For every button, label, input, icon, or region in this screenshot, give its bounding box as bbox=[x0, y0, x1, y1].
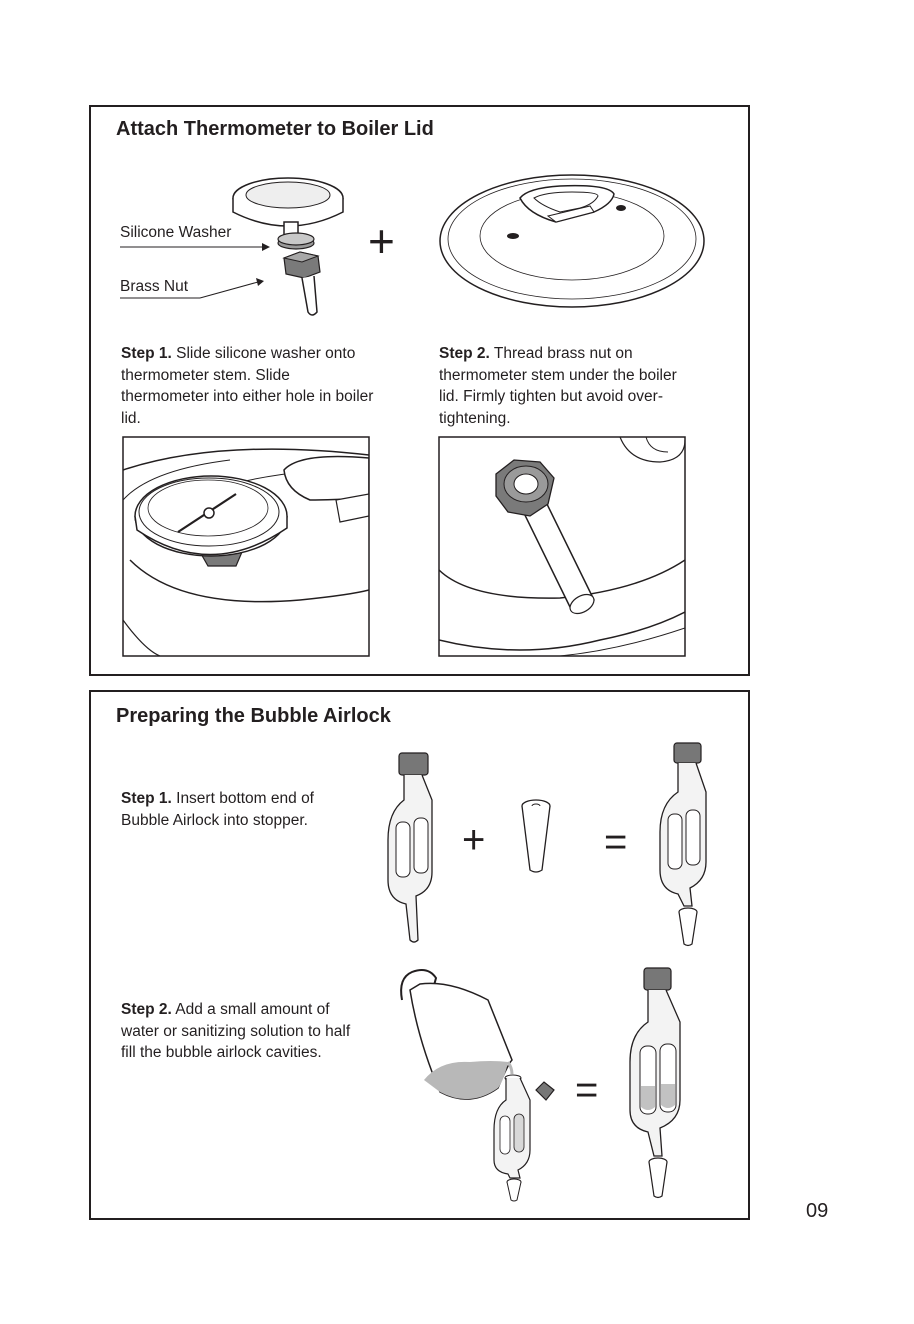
measuring-cup-icon bbox=[401, 970, 512, 1099]
airlock-plus-symbol: + bbox=[462, 818, 486, 862]
step-text: Insert bottom end of Bubble Airlock into stopper. bbox=[121, 790, 314, 829]
step-text: Thread brass nut on thermometer stem under the boiler lid. Firmly tighten but avoid over-tightening. bbox=[439, 345, 677, 427]
plus-symbol: + bbox=[368, 215, 395, 267]
page-number: 09 bbox=[806, 1200, 829, 1222]
step-label: Step 2. bbox=[439, 345, 490, 362]
step-label: Step 1. bbox=[121, 790, 172, 807]
airlock-filled-icon bbox=[630, 968, 680, 1198]
airlock-equals-symbol-1: = bbox=[604, 820, 628, 864]
airlock-section-title: Preparing the Bubble Airlock bbox=[116, 705, 391, 727]
step-label: Step 2. bbox=[121, 1001, 172, 1018]
silicone-washer-callout: Silicone Washer bbox=[120, 224, 232, 241]
airlock-small-icon bbox=[494, 1075, 530, 1201]
airlock-equals-symbol-2: = bbox=[575, 1068, 599, 1112]
brass-nut-callout: Brass Nut bbox=[120, 278, 189, 295]
step-text: Add a small amount of water or sanitizing solution to half fill the bubble airlock cavities. bbox=[121, 1001, 351, 1061]
cap-icon bbox=[536, 1082, 554, 1100]
thermometer-section-title: Attach Thermometer to Boiler Lid bbox=[116, 118, 434, 140]
step-text: Slide silicone washer onto thermometer stem. Slide thermometer into either hole in boiler lid. bbox=[121, 345, 374, 427]
step-label: Step 1. bbox=[121, 345, 172, 362]
